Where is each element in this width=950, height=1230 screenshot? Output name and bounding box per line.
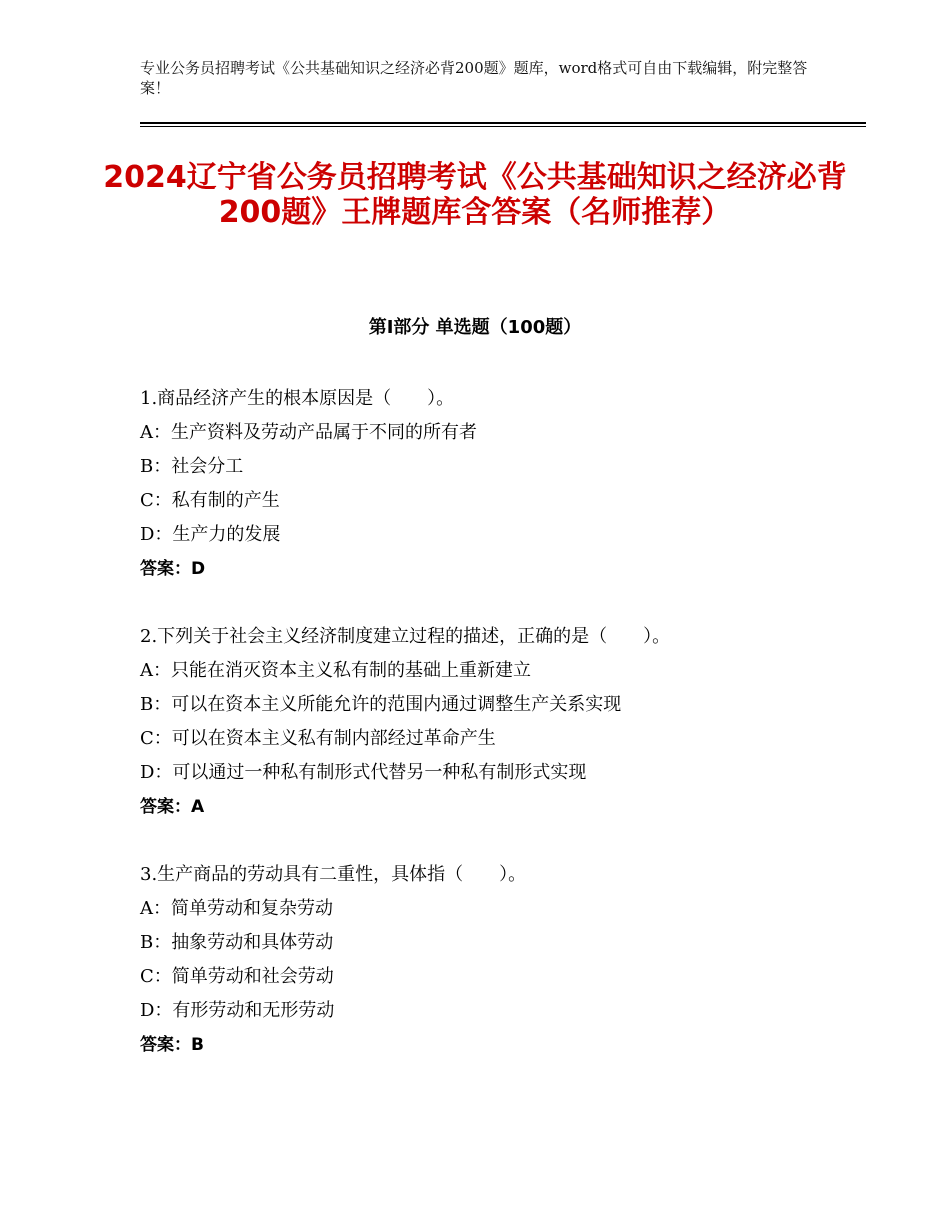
section-title: 第Ⅰ部分 单选题（100题） — [368, 317, 582, 338]
question-stem: 1.商品经济产生的根本原因是（ ）。 — [140, 388, 455, 409]
option-d: D：有形劳动和无形劳动 — [140, 1000, 335, 1021]
question-list — [140, 382, 860, 1096]
option-b: B：社会分工 — [140, 456, 244, 477]
question-stem: 2.下列关于社会主义经济制度建立过程的描述，正确的是（ ）。 — [140, 626, 671, 647]
option-c: C：可以在资本主义私有制内部经过革命产生 — [140, 728, 496, 749]
option-d: D：生产力的发展 — [140, 524, 281, 545]
document-title: 2024辽宁省公务员招聘考试《公共基础知识之经济必背200题》王牌题库含答案（名师推荐） — [103, 160, 847, 230]
option-b: B：抽象劳动和具体劳动 — [140, 932, 334, 953]
header-note: 专业公务员招聘考试《公共基础知识之经济必背200题》题库，word格式可自由下载编辑，附完整答案！ — [140, 59, 808, 97]
answer: 答案：A — [140, 797, 205, 817]
option-b: B：可以在资本主义所能允许的范围内通过调整生产关系实现 — [140, 694, 622, 715]
answer: 答案：B — [140, 1035, 204, 1055]
question-stem: 3.生产商品的劳动具有二重性，具体指（ ）。 — [140, 864, 527, 885]
option-c: C：简单劳动和社会劳动 — [140, 966, 334, 987]
header-rule-thin — [140, 126, 866, 127]
header-rule — [140, 122, 866, 124]
option-a: A：只能在消灭资本主义私有制的基础上重新建立 — [140, 660, 531, 681]
option-a: A：简单劳动和复杂劳动 — [140, 898, 333, 919]
option-c: C：私有制的产生 — [140, 490, 280, 511]
option-d: D：可以通过一种私有制形式代替另一种私有制形式实现 — [140, 762, 587, 783]
option-a: A：生产资料及劳动产品属于不同的所有者 — [140, 422, 477, 443]
answer: 答案：D — [140, 559, 206, 579]
question-1 — [140, 382, 860, 586]
question-3 — [140, 858, 860, 1062]
question-2 — [140, 620, 860, 824]
